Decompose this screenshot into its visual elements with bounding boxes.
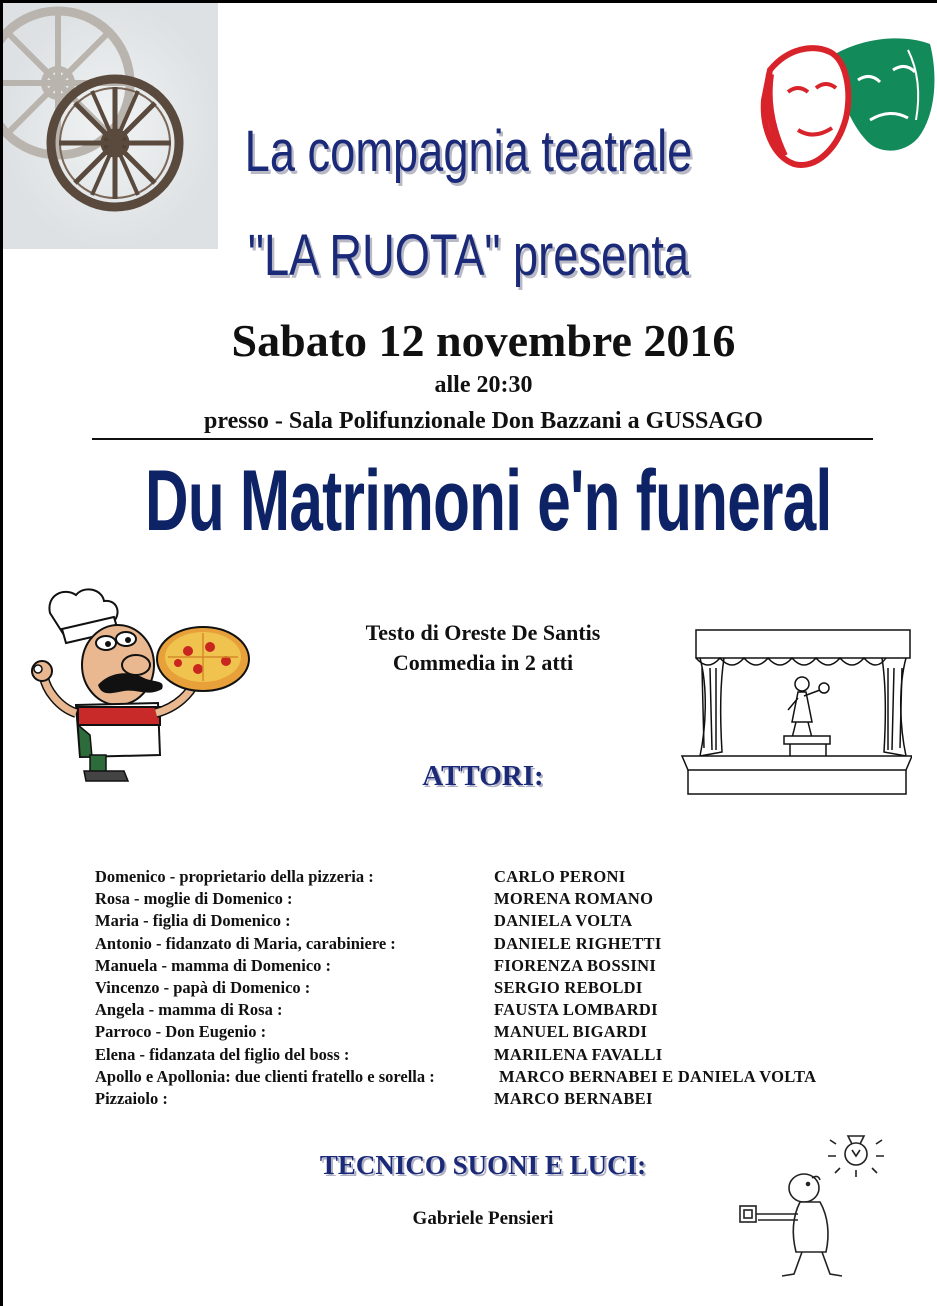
cast-role: Maria - figlia di Domenico : bbox=[95, 911, 291, 931]
show-genre: Commedia in 2 atti bbox=[392, 650, 574, 675]
company-line-1: La compagnia teatrale bbox=[244, 119, 693, 184]
cast-actor: SERGIO REBOLDI bbox=[494, 977, 643, 997]
cast-actor: MARCO BERNABEI bbox=[494, 1088, 653, 1108]
cast-role: Angela - mamma di Rosa : bbox=[95, 1000, 283, 1020]
cast-actor: MANUEL BIGARDI bbox=[494, 1022, 648, 1042]
cast-actor: DANIELA VOLTA bbox=[494, 911, 633, 931]
cast-actor: MORENA ROMANO bbox=[494, 889, 654, 909]
cast-role: Apollo e Apollonia: due clienti fratello e sorella : bbox=[95, 1066, 435, 1086]
cast-row bbox=[95, 999, 895, 1021]
cast-actor: DANIELE RIGHETTI bbox=[494, 933, 662, 953]
cast-actor: MARILENA FAVALLI bbox=[494, 1044, 663, 1064]
cast-row bbox=[95, 1088, 895, 1110]
cast-role: Pizzaiolo : bbox=[95, 1088, 168, 1108]
divider-line bbox=[92, 438, 873, 440]
cast-actor: CARLO PERONI bbox=[494, 867, 626, 886]
company-line-2: "LA RUOTA" presenta bbox=[247, 223, 690, 288]
cast-row bbox=[95, 933, 895, 955]
pizza-chef-icon bbox=[28, 585, 253, 790]
puppet-stage-icon bbox=[680, 628, 912, 800]
cast-actor: MARCO BERNABEI E DANIELA VOLTA bbox=[499, 1066, 817, 1086]
cast-row bbox=[95, 1044, 895, 1066]
cast-actor: FAUSTA LOMBARDI bbox=[494, 1000, 658, 1020]
cast-row bbox=[95, 977, 895, 999]
cast-row bbox=[95, 1066, 895, 1088]
cast-role: Vincenzo - papà di Domenico : bbox=[95, 977, 311, 997]
cast-role: Elena - fidanzata del figlio del boss : bbox=[95, 1044, 350, 1064]
event-date: Sabato 12 novembre 2016 bbox=[231, 315, 736, 366]
show-author: Testo di Oreste De Santis bbox=[365, 620, 601, 645]
cast-role: Rosa - moglie di Domenico : bbox=[95, 889, 293, 909]
cast-actor: FIORENZA BOSSINI bbox=[494, 955, 657, 975]
show-title: Du Matrimoni e'n funeral bbox=[145, 453, 832, 549]
cast-row bbox=[95, 955, 895, 977]
tech-name: Gabriele Pensieri bbox=[412, 1208, 554, 1229]
cast-role: Domenico - proprietario della pizzeria : bbox=[95, 867, 374, 886]
cast-role: Manuela - mamma di Domenico : bbox=[95, 955, 332, 975]
cast-row bbox=[95, 1021, 895, 1043]
tech-heading: TECNICO SUONI E LUCI: bbox=[319, 1150, 647, 1180]
cast-role: Antonio - fidanzato di Maria, carabiniere : bbox=[95, 933, 396, 953]
cast-heading: ATTORI: bbox=[422, 760, 544, 792]
cast-row bbox=[95, 866, 895, 888]
event-venue: presso - Sala Polifunzionale Don Bazzani a GUSSAGO bbox=[204, 408, 763, 434]
cast-row bbox=[95, 910, 895, 932]
event-time: alle 20:30 bbox=[434, 372, 533, 398]
light-technician-icon bbox=[732, 1126, 892, 1286]
cast-role: Parroco - Don Eugenio : bbox=[95, 1022, 267, 1042]
cast-list bbox=[95, 866, 895, 1110]
cast-row bbox=[95, 888, 895, 910]
